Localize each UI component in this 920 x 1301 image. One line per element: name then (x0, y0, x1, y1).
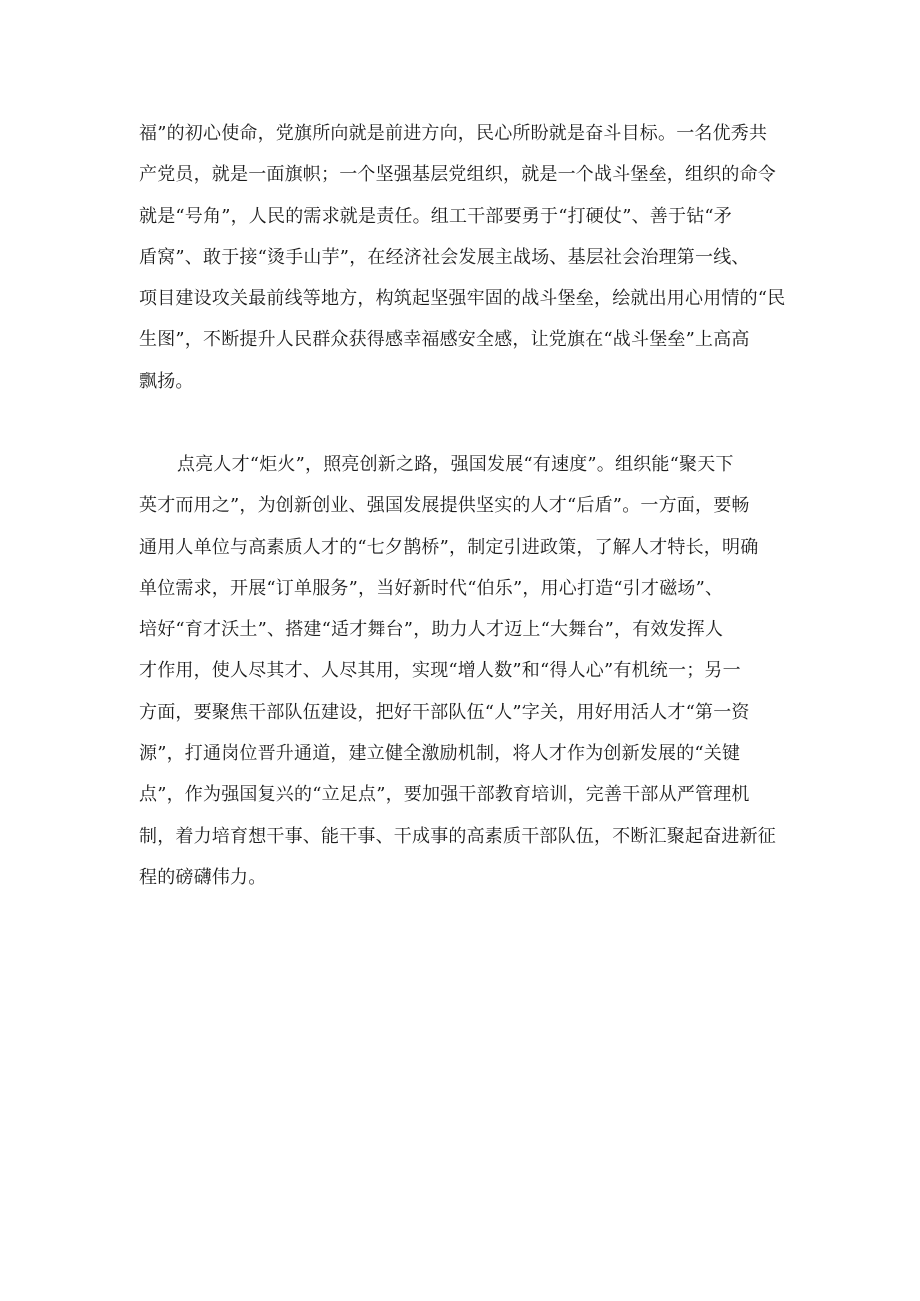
text-line: 盾窝”、敢于接“烫手山芋”，在经济社会发展主战场、基层社会治理第一线、 (139, 246, 750, 268)
text-line: 程的磅礴伟力。 (139, 866, 267, 888)
text-line: 飘扬。 (139, 370, 194, 392)
text-line: 通用人单位与高素质人才的“七夕鹊桥”，制定引进政策，了解人才特长，明确 (139, 536, 759, 558)
text-line: 点”，作为强国复兴的“立足点”，要加强干部教育培训，完善干部从严管理机 (139, 784, 750, 806)
text-line: 就是“号角”，人民的需求就是责任。组工干部要勇于“打硬仗”、善于钻“矛 (139, 205, 733, 227)
body-paragraph-2 (139, 444, 799, 898)
text-line: 方面，要聚焦干部队伍建设，把好干部队伍“人”字关，用好用活人才“第一资 (139, 701, 750, 723)
body-paragraph-1 (139, 113, 799, 402)
text-line: 项目建设攻关最前线等地方，构筑起坚强牢固的战斗堡垒，绘就出用心用情的“民 (139, 288, 786, 310)
text-line-first: 点亮人才“炬火”，照亮创新之路，强国发展“有速度”。组织能“聚天下 (177, 454, 734, 475)
text-line: 才作用，使人尽其才、人尽其用，实现“增人数”和“得人心”有机统一；另一 (139, 660, 741, 682)
text-line: 英才而用之”，为创新创业、强国发展提供坚实的人才“后盾”。一方面，要畅 (139, 495, 750, 517)
text-line: 生图”，不断提升人民群众获得感幸福感安全感，让党旗在“战斗堡垒”上高高 (139, 329, 750, 351)
text-line: 制，着力培育想干事、能干事、干成事的高素质干部队伍，不断汇聚起奋进新征 (139, 825, 776, 847)
text-line: 产党员，就是一面旗帜；一个坚强基层党组织，就是一个战斗堡垒，组织的命令 (139, 164, 776, 186)
text-line: 培好“育才沃土”、搭建“适才舞台”，助力人才迈上“大舞台”，有效发挥人 (139, 619, 724, 641)
text-line: 源”，打通岗位晋升通道，建立健全激励机制，将人才作为创新发展的“关键 (139, 743, 741, 765)
text-line: 福”的初心使命，党旗所向就是前进方向，民心所盼就是奋斗目标。一名优秀共 (139, 123, 768, 144)
text-line: 单位需求，开展“订单服务”，当好新时代“伯乐”，用心打造“引才磁场”、 (139, 577, 724, 599)
